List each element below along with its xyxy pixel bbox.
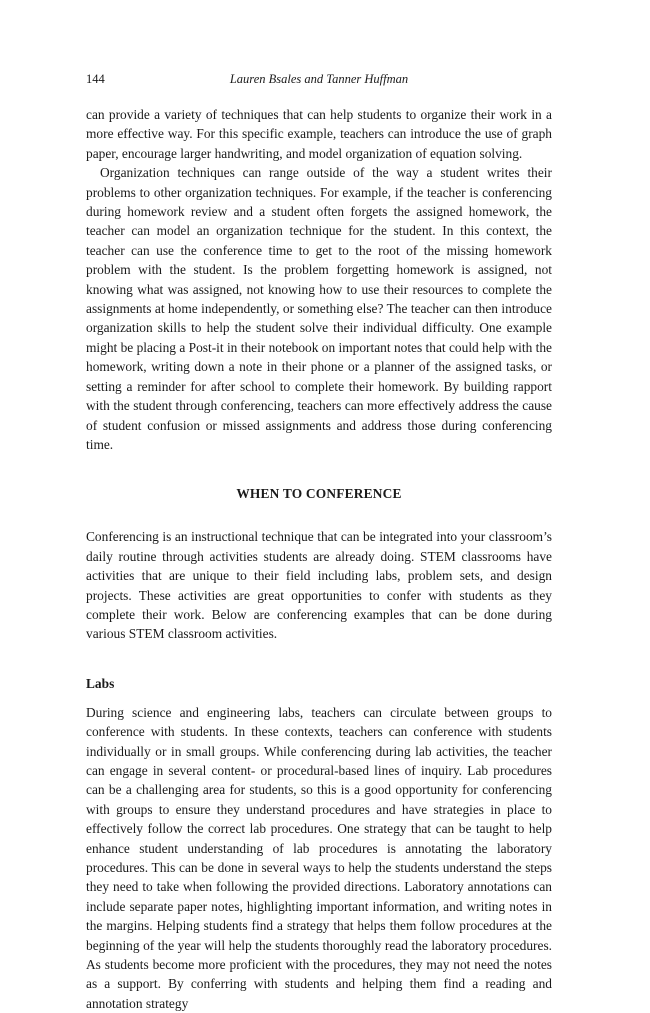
- body-text: [86, 105, 552, 1013]
- paragraph-when-to-conference: Conferencing is an instructional technique that can be integrated into your classroom’s daily routine through activities students are already doing. STEM classrooms have activities that are unique to their field including labs, problem sets, and design projects. These activities are great opportunities to confer with students as they complete their work. Below are conferencing examples that can be done during various STEM classroom activities.: [86, 529, 552, 642]
- subsection-heading-labs: Labs: [86, 675, 115, 691]
- running-head: [86, 70, 552, 88]
- paragraph-continued: can provide a variety of techniques that can help students to organize their work in a more effective way. For this specific example, teachers can introduce the use of graph paper, encourage larger handwriting, and model organization of equation solving.: [86, 107, 552, 161]
- running-title: Lauren Bsales and Tanner Huffman: [229, 72, 409, 86]
- page-number: 144: [86, 72, 105, 86]
- paragraph-organization-techniques: Organization techniques can range outside of the way a student writes their problems to other organization techniques. For example, if the teacher is conferencing during homework review and a student often forgets the assigned homework, the teacher can model an organization technique for the student. In this context, the teacher can use the conference time to get to the root of the missing homework problem with the student. Is the problem forgetting homework is assigned, not knowing what was assigned, not knowing how to use their resources to complete the assignments at home independently, or something else? The teacher can then introduce organization skills to help the student solve their individual difficulty. One example might be placing a Post-it in their notebook on important notes that could help with the homework, writing down a note in their phone or a planner of the assigned tasks, or setting a reminder for after school to complete their homework. By building rapport with the student through conferencing, teachers can more effectively address the cause of student confusion or missed assignments and address those during conferencing time.: [86, 165, 552, 452]
- paragraph-labs: During science and engineering labs, teachers can circulate between groups to conference with students. In these contexts, teachers can conference with students individually or in small groups. While conferencing during lab activities, the teacher can engage in several content- or procedural-based lines of inquiry. Lab procedures can be a challenging area for students, so this is a good opportunity for conferencing with groups to ensure they understand procedures and have strategies in place to effectively follow the correct lab procedures. One strategy that can be taught to help enhance student understanding of lab procedures is annotating the laboratory procedures. This can be done in several ways to help the students understand the steps they need to take when following the provided directions. Laboratory annotations can include separate paper notes, highlighting important information, and writing notes in the margins. Helping students find a strategy that helps them follow procedures at the beginning of the year will help the students thoroughly read the laboratory procedures. As students become more proficient with the procedures, they may not need the notes as a support. By conferring with students and helping them find a reading and annotation strategy: [86, 704, 552, 1011]
- section-heading-when-to-conference: WHEN TO CONFERENCE: [236, 486, 402, 502]
- book-page: [86, 70, 552, 1013]
